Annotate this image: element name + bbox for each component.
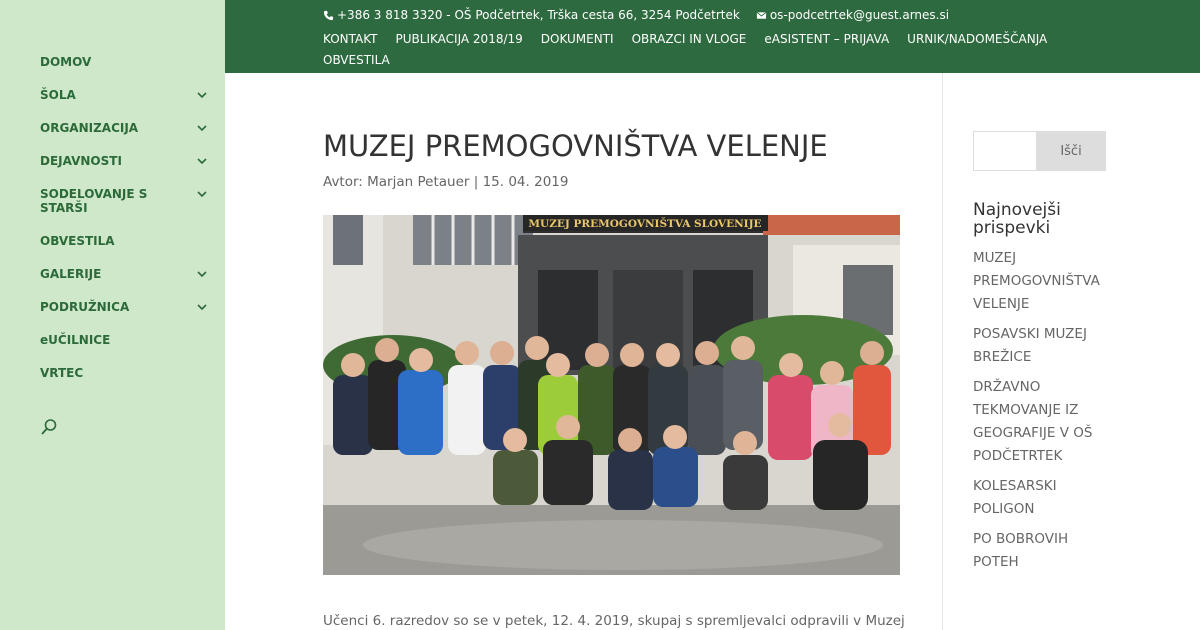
- sidebar-item-label: SODELOVANJE S STARŠI: [40, 187, 148, 215]
- group-photo: [323, 215, 900, 575]
- search-button[interactable]: Išči: [1036, 131, 1106, 171]
- left-sidebar: [0, 0, 225, 630]
- recent-posts-list: [973, 247, 1108, 581]
- sidebar-item-label: VRTEC: [40, 366, 84, 380]
- nav-obvestila[interactable]: OBVESTILA: [323, 53, 390, 67]
- sidebar-item-label: ŠOLA: [40, 88, 76, 102]
- sidebar-item-podruznica[interactable]: [40, 300, 210, 314]
- sidebar-item-label: GALERIJE: [40, 267, 102, 281]
- search-icon[interactable]: [40, 418, 58, 436]
- phone-address-text: +386 3 818 3320 - OŠ Podčetrtek, Trška cesta 66, 3254 Podčetrtek: [337, 8, 740, 22]
- sidebar-item-sodelovanje[interactable]: [40, 187, 210, 215]
- article: [323, 128, 905, 629]
- chevron-down-icon[interactable]: [194, 188, 210, 200]
- nav-obrazci-in-vloge[interactable]: OBRAZCI IN VLOGE: [631, 32, 747, 46]
- recent-post-link[interactable]: KOLESARSKI POLIGON: [973, 478, 1057, 517]
- page-title: MUZEJ PREMOGOVNIŠTVA VELENJE: [323, 129, 828, 163]
- sidebar-divider: [942, 73, 943, 630]
- email-icon: [756, 10, 767, 21]
- sidebar-item-galerije[interactable]: [40, 267, 210, 281]
- post-meta: [323, 174, 900, 190]
- sidebar-item-eucilnice[interactable]: [40, 333, 210, 347]
- sidebar-item-organizacija[interactable]: [40, 121, 210, 135]
- nav-easistent-prijava[interactable]: eASISTENT – PRIJAVA: [764, 32, 890, 46]
- recent-post-link[interactable]: MUZEJ PREMOGOVNIŠTVA VELENJE: [973, 250, 1100, 312]
- contact-info: [323, 8, 949, 22]
- search-input[interactable]: [973, 131, 1036, 171]
- chevron-down-icon[interactable]: [194, 122, 210, 134]
- email-link[interactable]: os-podcetrtek@guest.arnes.si: [769, 8, 950, 22]
- nav-publikacija[interactable]: PUBLIKACIJA 2018/19: [395, 32, 523, 46]
- meta-prefix: Avtor:: [323, 174, 368, 190]
- nav-dokumenti[interactable]: DOKUMENTI: [540, 32, 614, 46]
- nav-kontakt[interactable]: KONTAKT: [323, 32, 378, 46]
- sidebar-item-label: OBVESTILA: [40, 234, 115, 248]
- phone-icon: [323, 10, 334, 21]
- sidebar-item-label: DOMOV: [40, 55, 92, 69]
- recent-posts-title: Najnovejši prispevki: [973, 200, 1061, 238]
- sidebar-item-dejavnosti[interactable]: [40, 154, 210, 168]
- recent-post-link[interactable]: POSAVSKI MUZEJ BREŽICE: [973, 326, 1087, 365]
- post-date: 15. 04. 2019: [482, 174, 569, 190]
- top-header: [225, 0, 1200, 73]
- author-link[interactable]: Marjan Petauer: [367, 174, 470, 190]
- meta-separator: |: [469, 174, 483, 190]
- nav-urnik-nadomescanja[interactable]: URNIK/NADOMEŠČANJA: [907, 32, 1048, 46]
- sidebar-item-label: DEJAVNOSTI: [40, 154, 122, 168]
- chevron-down-icon[interactable]: [194, 89, 210, 101]
- sidebar-item-domov[interactable]: [40, 55, 210, 69]
- top-navigation: [323, 29, 1103, 71]
- featured-image[interactable]: [323, 215, 900, 575]
- chevron-down-icon[interactable]: [194, 155, 210, 167]
- search-form: [973, 131, 1106, 171]
- article-body: Učenci 6. razredov so se v petek, 12. 4. 2019, skupaj s spremljevalci odpravili v Muzej: [323, 613, 905, 629]
- recent-post-link[interactable]: DRŽAVNO TEKMOVANJE IZ GEOGRAFIJE V OŠ PODČETRTEK: [973, 379, 1093, 464]
- sidebar-item-sola[interactable]: [40, 88, 210, 102]
- building-sign-text: MUZEJ PREMOGOVNIŠTVA SLOVENIJE: [528, 218, 762, 230]
- sidebar-item-vrtec[interactable]: [40, 366, 210, 380]
- sidebar-item-label: ORGANIZACIJA: [40, 121, 139, 135]
- sidebar-item-label: PODRUŽNICA: [40, 300, 130, 314]
- chevron-down-icon[interactable]: [194, 301, 210, 313]
- chevron-down-icon[interactable]: [194, 268, 210, 280]
- recent-post-link[interactable]: PO BOBROVIH POTEH: [973, 531, 1069, 570]
- sidebar-item-obvestila[interactable]: [40, 234, 210, 248]
- sidebar-item-label: eUČILNICE: [40, 333, 111, 347]
